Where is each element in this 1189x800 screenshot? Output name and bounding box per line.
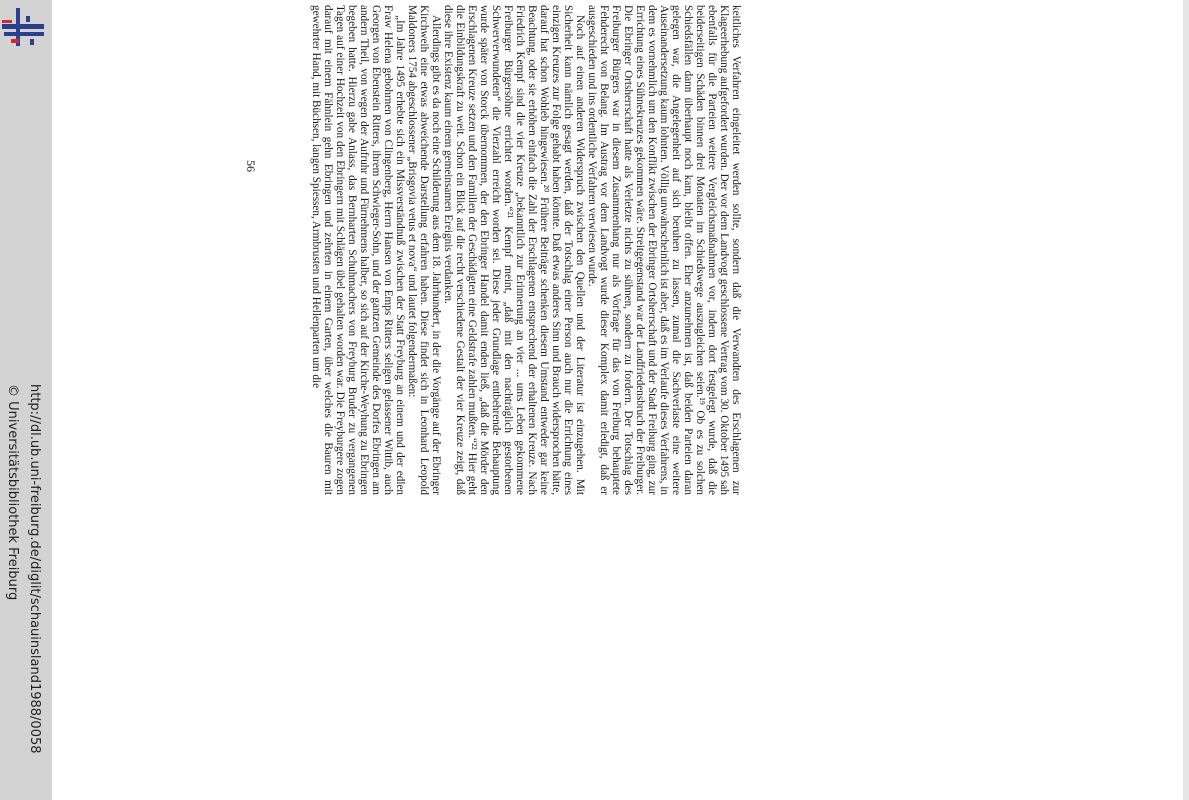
paragraph: Allerdings gibt es da noch eine Schilderung aus dem 18. Jahrhundert, in der die Vorgänge auf der Ebringer Kirchweih eine etwas abweichende Darstellung erfahren haben. Diese findet sich in Leonhard Leopold Maldoners 1754 abgeschlossener „Brisgovia vetus et nova“ und lautet folgendermaßen: [406,5,442,495]
scanned-page-text [10,5,742,495]
right-edge [1183,0,1189,800]
watermark-url: http://dl.ub.uni-freiburg.de/diglit/schauinsland1988/0058 [27,384,42,754]
quotation-paragraph: „Im Jahre 1495 erhebte sich ein Missverständnuß zwischen der Statt Freyburg an einem und der edlen Fraw Helena gebohrnen von Clingenberg, Herrn Hansen von Emps Ritters seligen gelassener Wittib, auch Georgen von Ebenstein Ritters, ihrem Schwieger-Sohn, und der gantzen Gemeinde des Dorfes Ebringen am andern Theil, von wegen der Aufruhr und Fürnehmens halber, so sich auf der Kirche-Weyhung zu Ebringen begeben hatte. Hierzu gabe Anlass, das Bernharten Schuhmachers von Freyburg Bruder zu vergangenen Tagen auf einer Hochzeit von den Ebringern mit Schlägen übel gehalten worden war. Die Freyburgere zogen darauf mit einem Fähnlein gehn Ebringen und zehrten in einem Garten, über welches die Bauren mit gewehrter Hand, mit Büchsen, langen Spiessen, Armbrusten und Hellenparten um die [310,5,406,495]
page-number: 56 [244,160,258,172]
watermark-copyright: © Universitätsbibliothek Freiburg [5,384,20,601]
paragraph: keitliches Verfahren eingeleitet werden sollte, sondern daß die Verwandten des Erschlagenen zur Klageerhebung aufgefordert wurden. Der vor dem Landvogt geschlossene Vertrag vom 30. Oktober 1495 sah ebenfalls für die Parteien weitere Vergleichsmaßnahmen vor, indem dort festgelegt wurde, daß die beiderseitigen Schäden binnen drei Monaten im Schiedswege auszugleichen seien.¹⁹ Ob es zu solchen Schiedsfällen dann überhaupt noch kam, bleibt offen. Eher anzunehmen ist, daß beiden Parteien daran gelegen war, die Angelegenheit auf sich beruhen zu lassen, zumal die Sachverlaste eine weitere Auseinandersetzung kaum lohnten. Völlig unwahrscheinlich ist aber, daß es im Verlaufe dieses Verfahrens, in dem es vornehmlich um den Konflikt zwischen der Ebringer Ortsherrschaft und der Stadt Freiburg ging, zur Errichtung eines Sühnekreuzes gekommen wäre. Streitgegenstand war der Landfriedensbruch der Freiburger. Die Ebringer Ortsherrschaft hatte als Verletzte nichts zu sühnen, sondern zu fordern. Der Totschlag des Freiburger Bürgers war in diesem Zusammenhang nur als Vorfrage für das von Freiburg behauptete Fehderecht von Belang. Im Austrag vor dem Landvogt wurde dieser Komplex damit erledigt, daß er ausgeschieden und ins ordentliche Verfahren verwiesen wurde. [586,5,742,495]
paragraph: Noch auf einen anderen Widerspruch zwischen den Quellen und der Literatur ist einzugehen. Mit Sicherheit kann nämlich gesagt werden, daß der Totschlag einer Person auch nur die Errichtung eines einzigen Kreuzes zur Folge gehabt haben könnte. Daß etwas anderes Sinn und Brauch widersprochen hätte, darauf hat schon Wohleb hingewiesen.²⁰ Frühere Beiträge schenken diesem Umstand entweder gar keine Beachtung, oder sie erhöhen einfach die Zahl der Erschlagenen entsprechend der erhaltenen Kreuze. Nach Friedrich Kempf sind die vier Kreuze „bekanntlich zur Erinnerung an vier ... ums Leben gekommene Freiburger Bürgersöhne errichtet worden.“²¹ Kempf meint, „daß mit den nachträglich gestorbenen Schwerverwundeten“ die Vierzahl erreicht worden sei. Diese jeder Grundlage entbehrende Behauptung wurde später von Storck übernommen, der den Ebringer Handel damit enden ließ, „daß die Mörder den Erschlagenen Kreuze setzen und den Familien der Geschädigten eine Geldstrafe zahlen mußten.“²² Hier geht die Einbildungskraft zu weit. Schon ein Blick auf die recht verschiedene Gestalt der vier Kreuze zeigt, daß diese ihre Existenz kaum einem gemeinsamen Ereignis verdanken. [442,5,586,495]
